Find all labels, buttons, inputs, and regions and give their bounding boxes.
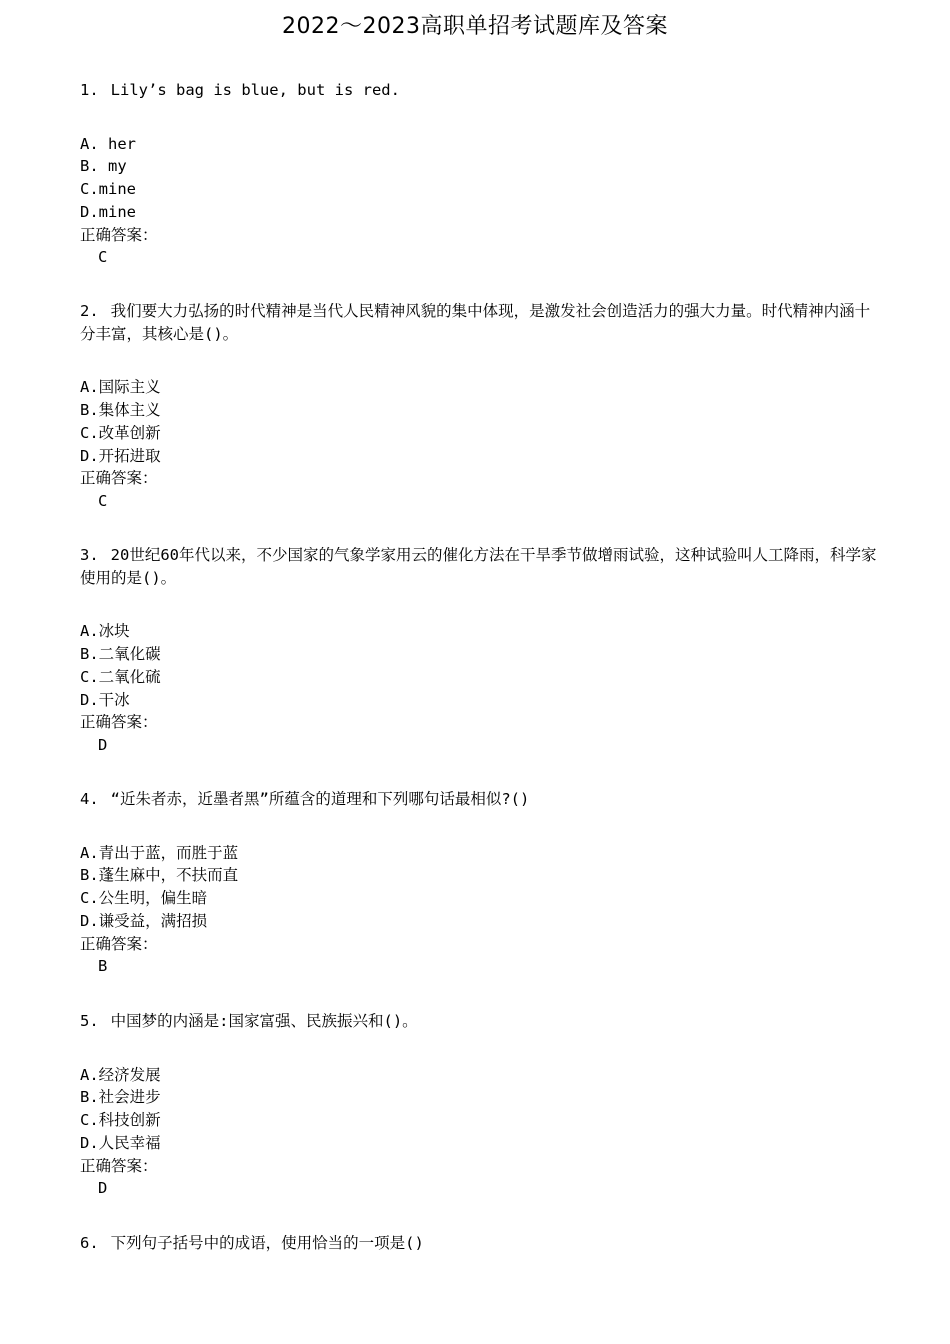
answer-label: 正确答案：	[80, 1156, 158, 1175]
option-d: D.开拓进取	[80, 446, 161, 465]
option-d: D.mine	[80, 202, 136, 221]
question-text: 我们要大力弘扬的时代精神是当代人民精神风貌的集中体现，是激发社会创造活力的强大力量。时代精神内涵十分丰富，其核心是()。	[80, 302, 871, 343]
option-c: C.mine	[80, 180, 136, 199]
question-number: 3.	[80, 546, 99, 564]
answer-label: 正确答案：	[80, 934, 158, 953]
option-b: B.集体主义	[80, 401, 161, 420]
question-stem	[80, 300, 880, 345]
question-5	[80, 1010, 880, 1200]
question-text: Lily’s bag is blue, but is red.	[110, 81, 400, 99]
answer-value: B	[98, 957, 108, 976]
question-number: 2.	[80, 302, 99, 320]
question-3	[80, 544, 880, 757]
answer-value: D	[98, 1179, 108, 1198]
question-4	[80, 788, 880, 978]
question-1	[80, 79, 880, 269]
question-text: 下列句子括号中的成语，使用恰当的一项是()	[110, 1234, 424, 1252]
question-stem	[80, 788, 880, 811]
question-2	[80, 300, 880, 513]
question-text: “近朱者赤，近墨者黑”所蕴含的道理和下列哪句话最相似?()	[110, 790, 530, 808]
option-d: D.谦受益，满招损	[80, 911, 208, 930]
question-stem	[80, 1232, 880, 1255]
question-6	[80, 1232, 880, 1255]
option-list	[80, 133, 880, 269]
option-b: B.二氧化碳	[80, 645, 161, 664]
question-text: 20世纪60年代以来，不少国家的气象学家用云的催化方法在干旱季节做增雨试验，这种试验叫人工降雨，科学家使用的是()。	[80, 546, 877, 587]
option-c: C.二氧化硫	[80, 667, 161, 686]
option-c: C.改革创新	[80, 423, 161, 442]
question-text: 中国梦的内涵是:国家富强、民族振兴和()。	[110, 1012, 418, 1030]
option-list	[80, 842, 880, 978]
option-d: D.人民幸福	[80, 1133, 161, 1152]
answer-label: 正确答案：	[80, 469, 158, 488]
answer-value: C	[98, 491, 108, 510]
option-c: C.科技创新	[80, 1111, 161, 1130]
option-a: A.青出于蓝，而胜于蓝	[80, 843, 239, 862]
option-a: A.国际主义	[80, 378, 161, 397]
option-b: B. my	[80, 157, 127, 176]
option-a: A.经济发展	[80, 1065, 161, 1084]
question-number: 1.	[80, 81, 99, 99]
option-list	[80, 620, 880, 756]
option-a: A. her	[80, 134, 136, 153]
page-title: 2022～2023高职单招考试题库及答案	[282, 14, 668, 39]
question-stem	[80, 544, 880, 589]
option-d: D.干冰	[80, 690, 130, 709]
answer-value: C	[98, 248, 108, 267]
option-b: B.蓬生麻中，不扶而直	[80, 866, 239, 885]
answer-value: D	[98, 735, 108, 754]
answer-label: 正确答案：	[80, 713, 158, 732]
question-stem	[80, 79, 880, 102]
option-c: C.公生明，偏生暗	[80, 889, 208, 908]
question-stem	[80, 1010, 880, 1033]
option-list	[80, 1064, 880, 1200]
question-number: 4.	[80, 790, 99, 808]
option-list	[80, 376, 880, 512]
question-number: 5.	[80, 1012, 99, 1030]
option-a: A.冰块	[80, 622, 130, 641]
answer-label: 正确答案：	[80, 225, 158, 244]
question-number: 6.	[80, 1234, 99, 1252]
option-b: B.社会进步	[80, 1088, 161, 1107]
